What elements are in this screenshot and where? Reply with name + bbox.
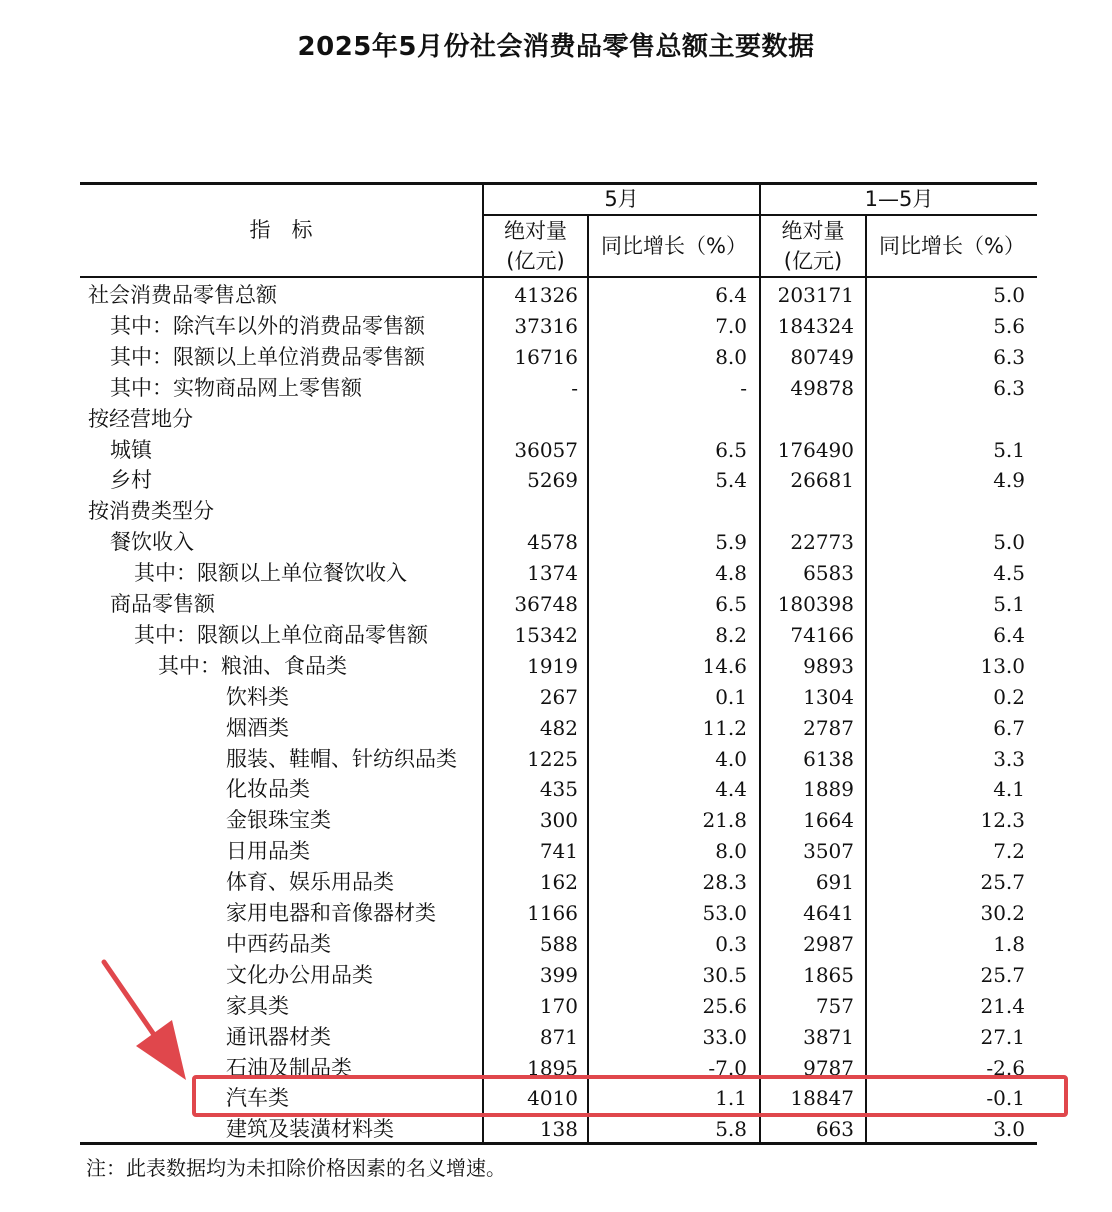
ytd-abs-cell: 2787 (803, 715, 854, 740)
table-row (80, 435, 1037, 466)
row-label: 化妆品类 (226, 777, 310, 802)
ytd-yoy-cell: -2.6 (986, 1055, 1025, 1080)
may-yoy-cell: 4.8 (715, 561, 747, 586)
ytd-abs-cell: 1304 (803, 684, 854, 709)
may-abs-cell: 741 (539, 839, 578, 864)
ytd-yoy-cell: 25.7 (980, 962, 1025, 987)
may-yoy-cell: 8.0 (715, 839, 747, 864)
may-yoy-cell: 53.0 (702, 901, 747, 925)
table-row (80, 589, 1037, 620)
ytd-abs-cell: 4641 (803, 901, 854, 925)
may-yoy-cell (590, 496, 747, 527)
row-label: 餐饮收入 (110, 530, 194, 555)
table-row (80, 867, 1037, 898)
may-abs-cell: 871 (539, 1024, 578, 1049)
row-label: 通讯器材类 (226, 1024, 331, 1049)
may-abs-cell: 267 (539, 684, 578, 709)
may-yoy-cell: 1.1 (715, 1086, 747, 1111)
header-abs-label: 绝对量 (781, 219, 845, 243)
table-row (80, 1022, 1037, 1053)
header-ytd-yoy: 同比增长（%） (879, 234, 1025, 258)
header-may-yoy: 同比增长（%） (601, 234, 747, 258)
table-row (80, 898, 1037, 929)
ytd-yoy-cell: 6.3 (993, 344, 1025, 369)
may-abs-cell: 37316 (514, 313, 578, 338)
may-yoy-cell: -7.0 (708, 1055, 747, 1080)
may-yoy-cell: 28.3 (702, 870, 747, 895)
may-abs-cell: 482 (539, 715, 578, 740)
header-indicator: 指 标 (249, 218, 313, 242)
table-row (80, 620, 1037, 651)
may-abs-cell: 1225 (527, 746, 578, 771)
row-label: 家用电器和音像器材类 (226, 901, 436, 925)
row-label: 其中：粮油、食品类 (158, 653, 347, 678)
ytd-abs-cell: 6138 (803, 746, 854, 771)
ytd-abs-cell: 757 (815, 993, 854, 1018)
may-abs-cell: 435 (539, 777, 578, 802)
table-row (80, 280, 1037, 311)
ytd-yoy-cell: 6.7 (993, 715, 1025, 740)
may-yoy-cell: 8.2 (715, 622, 747, 647)
row-label: 文化办公用品类 (226, 962, 373, 987)
may-yoy-cell: 6.4 (715, 283, 747, 307)
ytd-abs-cell: 203171 (777, 283, 854, 307)
ytd-yoy-cell: 4.9 (993, 468, 1025, 493)
may-yoy-cell (590, 404, 747, 435)
ytd-yoy-cell (867, 404, 1025, 435)
ytd-yoy-cell: 6.3 (993, 375, 1025, 400)
may-yoy-cell: 6.5 (715, 437, 747, 462)
table-row (80, 527, 1037, 558)
ytd-yoy-cell: 5.0 (993, 530, 1025, 555)
may-abs-cell: 1919 (527, 653, 578, 678)
may-abs-cell: 1166 (527, 901, 578, 925)
table-row (80, 1114, 1037, 1145)
ytd-yoy-cell: 4.1 (993, 777, 1025, 802)
ytd-abs-cell: 176490 (777, 437, 854, 462)
may-yoy-cell: 33.0 (702, 1024, 747, 1049)
ytd-yoy-cell: 5.1 (993, 437, 1025, 462)
table-row (80, 805, 1037, 836)
row-label: 城镇 (110, 437, 152, 462)
retail-sales-table (80, 182, 1037, 1144)
table-row (80, 991, 1037, 1022)
may-yoy-cell: 5.9 (715, 530, 747, 555)
may-abs-cell: 300 (539, 808, 578, 833)
may-yoy-cell: 14.6 (702, 653, 747, 678)
table-row (80, 373, 1037, 404)
table-row (80, 651, 1037, 682)
ytd-yoy-cell: 3.0 (993, 1117, 1025, 1142)
table-row (80, 713, 1037, 744)
row-label: 汽车类 (226, 1086, 289, 1111)
table-row (80, 836, 1037, 867)
ytd-abs-cell: 1664 (803, 808, 854, 833)
may-abs-cell: 41326 (514, 283, 578, 307)
row-label: 日用品类 (226, 839, 310, 864)
ytd-yoy-cell: 25.7 (980, 870, 1025, 895)
may-yoy-cell: 30.5 (702, 962, 747, 987)
table-row (80, 311, 1037, 342)
header-abs-label: 绝对量 (504, 219, 567, 243)
row-label: 其中：限额以上单位商品零售额 (134, 622, 428, 647)
ytd-abs-cell: 180398 (777, 592, 854, 616)
ytd-abs-cell: 80749 (790, 344, 854, 369)
row-label: 其中：除汽车以外的消费品零售额 (110, 313, 425, 338)
ytd-abs-cell: 1865 (803, 962, 854, 987)
may-yoy-cell: 21.8 (702, 808, 747, 833)
may-abs-cell: 588 (539, 931, 578, 956)
ytd-yoy-cell: 3.3 (993, 746, 1025, 771)
header-abs-unit: (亿元) (783, 249, 843, 273)
table-row (80, 960, 1037, 991)
ytd-yoy-cell: 7.2 (993, 839, 1025, 864)
ytd-abs-cell: 3871 (803, 1024, 854, 1049)
row-label: 石油及制品类 (226, 1055, 352, 1080)
may-yoy-cell: 6.5 (715, 592, 747, 616)
header-may-abs (484, 216, 587, 276)
ytd-abs-cell: 3507 (803, 839, 854, 864)
table-row (80, 465, 1037, 496)
ytd-yoy-cell: 5.1 (993, 592, 1025, 616)
row-label: 社会消费品零售总额 (88, 283, 277, 307)
row-label: 商品零售额 (110, 592, 215, 616)
may-abs-cell: 170 (539, 993, 578, 1018)
may-abs-cell (484, 404, 578, 435)
ytd-yoy-cell: -0.1 (986, 1086, 1025, 1111)
row-label: 家具类 (226, 993, 289, 1018)
may-yoy-cell: 5.8 (715, 1117, 747, 1142)
may-abs-cell: 15342 (514, 622, 578, 647)
header-abs-unit: (亿元) (506, 249, 565, 273)
ytd-yoy-cell: 4.5 (993, 561, 1025, 586)
may-yoy-cell: 25.6 (702, 993, 747, 1018)
ytd-abs-cell (760, 496, 854, 527)
row-label: 其中：限额以上单位消费品零售额 (110, 344, 425, 369)
ytd-abs-cell: 6583 (803, 561, 854, 586)
table-row (80, 744, 1037, 775)
ytd-abs-cell: 663 (815, 1117, 854, 1142)
row-label: 中西药品类 (226, 931, 331, 956)
row-label: 按经营地分 (88, 406, 193, 431)
header-may: 5月 (604, 187, 639, 211)
ytd-yoy-cell: 5.6 (993, 313, 1025, 338)
ytd-yoy-cell: 1.8 (993, 931, 1025, 956)
ytd-yoy-cell: 6.4 (993, 622, 1025, 647)
highlight-box (192, 1075, 1068, 1117)
header-bottom-rule (80, 276, 1037, 278)
ytd-abs-cell: 22773 (790, 530, 854, 555)
ytd-yoy-cell: 30.2 (980, 901, 1025, 925)
ytd-abs-cell (760, 404, 854, 435)
may-abs-cell: 399 (539, 962, 578, 987)
header-ytd: 1—5月 (864, 187, 934, 211)
may-abs-cell (484, 496, 578, 527)
row-label: 建筑及装潢材料类 (226, 1117, 394, 1142)
ytd-abs-cell: 2987 (803, 931, 854, 956)
table-row (80, 496, 1037, 527)
row-label: 其中：限额以上单位餐饮收入 (134, 561, 407, 586)
may-abs-cell: 162 (539, 870, 578, 895)
ytd-abs-cell: 18847 (790, 1086, 854, 1111)
may-abs-cell: 16716 (514, 344, 578, 369)
may-yoy-cell: 4.0 (715, 746, 747, 771)
footnote: 注：此表数据均为未扣除价格因素的名义增速。 (86, 1156, 506, 1180)
may-abs-cell: 4010 (527, 1086, 578, 1111)
row-label: 饮料类 (226, 684, 289, 709)
ytd-yoy-cell: 27.1 (980, 1024, 1025, 1049)
ytd-abs-cell: 26681 (790, 468, 854, 493)
page-title: 2025年5月份社会消费品零售总额主要数据 (297, 32, 815, 62)
ytd-abs-cell: 184324 (777, 313, 854, 338)
may-yoy-cell: 7.0 (715, 313, 747, 338)
row-label: 金银珠宝类 (226, 808, 331, 833)
may-yoy-cell: 4.4 (715, 777, 747, 802)
may-abs-cell: - (571, 375, 578, 400)
table-row (80, 342, 1037, 373)
may-yoy-cell: 0.1 (715, 684, 747, 709)
table-row (80, 929, 1037, 960)
ytd-abs-cell: 74166 (790, 622, 854, 647)
header-ytd-abs (761, 216, 865, 276)
table-row (80, 404, 1037, 435)
may-abs-cell: 1374 (527, 561, 578, 586)
ytd-yoy-cell: 0.2 (993, 684, 1025, 709)
row-label: 其中：实物商品网上零售额 (110, 375, 362, 400)
ytd-yoy-cell: 13.0 (980, 653, 1025, 678)
ytd-abs-cell: 9787 (803, 1055, 854, 1080)
may-abs-cell: 36057 (514, 437, 578, 462)
ytd-abs-cell: 691 (815, 870, 854, 895)
ytd-abs-cell: 1889 (803, 777, 854, 802)
may-yoy-cell: - (740, 375, 747, 400)
may-abs-cell: 1895 (527, 1055, 578, 1080)
ytd-yoy-cell: 5.0 (993, 283, 1025, 307)
row-label: 按消费类型分 (88, 499, 214, 524)
ytd-abs-cell: 9893 (803, 653, 854, 678)
ytd-abs-cell: 49878 (790, 375, 854, 400)
may-yoy-cell: 0.3 (715, 931, 747, 956)
table-row (80, 774, 1037, 805)
may-abs-cell: 36748 (514, 592, 578, 616)
may-yoy-cell: 8.0 (715, 344, 747, 369)
may-abs-cell: 5269 (527, 468, 578, 493)
table-row (80, 682, 1037, 713)
row-label: 服装、鞋帽、针纺织品类 (226, 746, 457, 771)
row-label: 乡村 (110, 468, 152, 493)
ytd-yoy-cell: 12.3 (980, 808, 1025, 833)
ytd-yoy-cell: 21.4 (980, 993, 1025, 1018)
row-label: 烟酒类 (226, 715, 289, 740)
row-label: 体育、娱乐用品类 (226, 870, 394, 895)
may-abs-cell: 4578 (527, 530, 578, 555)
may-yoy-cell: 11.2 (702, 715, 747, 740)
ytd-yoy-cell (867, 496, 1025, 527)
table-row (80, 558, 1037, 589)
may-yoy-cell: 5.4 (715, 468, 747, 493)
may-abs-cell: 138 (539, 1117, 578, 1142)
